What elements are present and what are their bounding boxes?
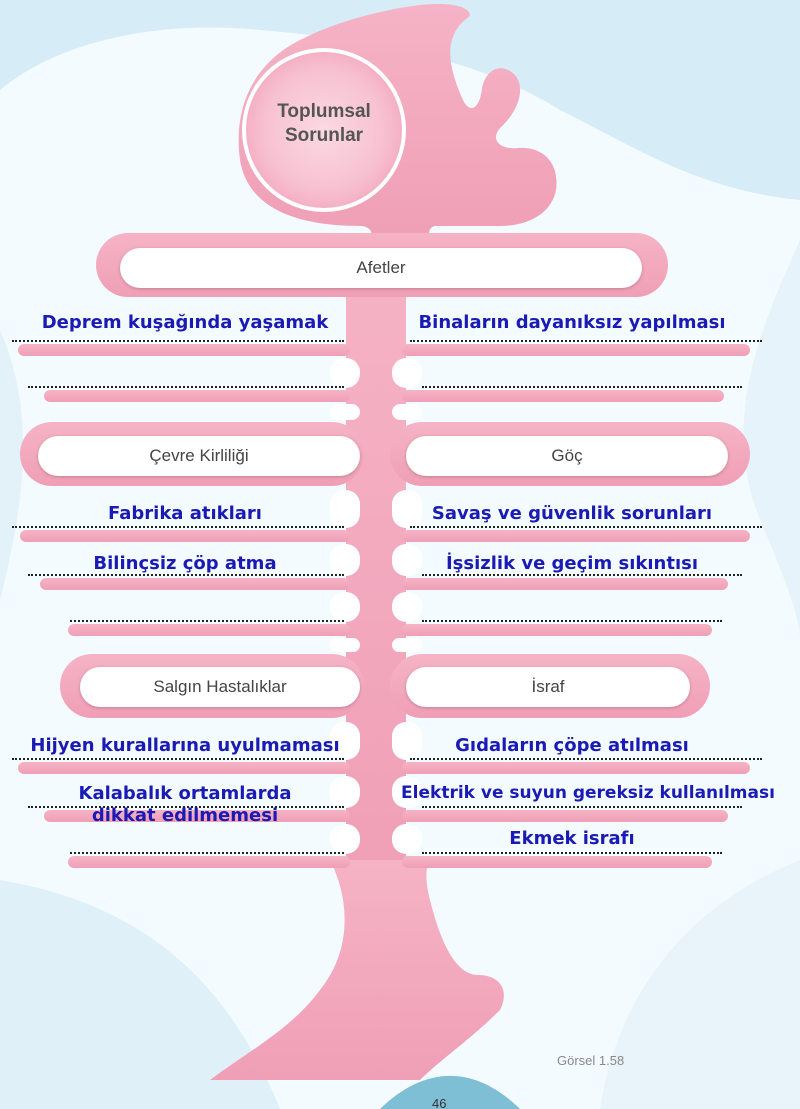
answer-line — [410, 758, 762, 760]
answer-line — [28, 386, 344, 388]
answer-elektrik: Elektrik ve suyun gereksiz kullanılması — [401, 783, 775, 803]
category-israf: İsraf — [406, 667, 690, 707]
answer-bilincsiz: Bilinçsiz çöp atma — [93, 553, 277, 574]
answer-issizlik: İşsizlik ve geçim sıkıntısı — [445, 553, 698, 574]
answer-line — [422, 620, 722, 622]
answer-hijyen: Hijyen kurallarına uyulmaması — [30, 735, 340, 756]
answer-line — [12, 758, 344, 760]
answer-line — [410, 526, 762, 528]
answer-line — [422, 574, 742, 576]
answer-line — [422, 852, 722, 854]
category-goc: Göç — [406, 436, 728, 476]
answer-line — [70, 620, 344, 622]
category-cevre-kirliligi: Çevre Kirliliği — [38, 436, 360, 476]
category-salgin-hastaliklar: Salgın Hastalıklar — [80, 667, 360, 707]
answer-savas: Savaş ve güvenlik sorunları — [431, 503, 713, 524]
answer-kalabalik: Kalabalık ortamlarda dikkat edilmemesi — [78, 783, 292, 826]
answer-line — [70, 852, 344, 854]
answer-deprem: Deprem kuşağında yaşamak — [41, 312, 329, 333]
answer-gidalar: Gıdaların çöpe atılması — [455, 735, 689, 756]
page-number: 46 — [432, 1096, 447, 1109]
answer-binalar: Binaların dayanıksız yapılması — [418, 312, 726, 333]
answer-ekmek: Ekmek israfı — [509, 828, 635, 849]
answer-line — [12, 526, 344, 528]
answer-line — [28, 574, 344, 576]
figure-caption: Görsel 1.58 — [557, 1053, 625, 1068]
answer-fabrika: Fabrika atıkları — [108, 503, 262, 524]
answer-line — [422, 806, 742, 808]
category-afetler: Afetler — [120, 248, 642, 288]
answer-line — [422, 386, 742, 388]
diagram-title: Toplumsal Sorunlar — [277, 101, 371, 146]
answer-line — [12, 340, 344, 342]
answer-line — [410, 340, 762, 342]
answer-line — [28, 806, 344, 808]
